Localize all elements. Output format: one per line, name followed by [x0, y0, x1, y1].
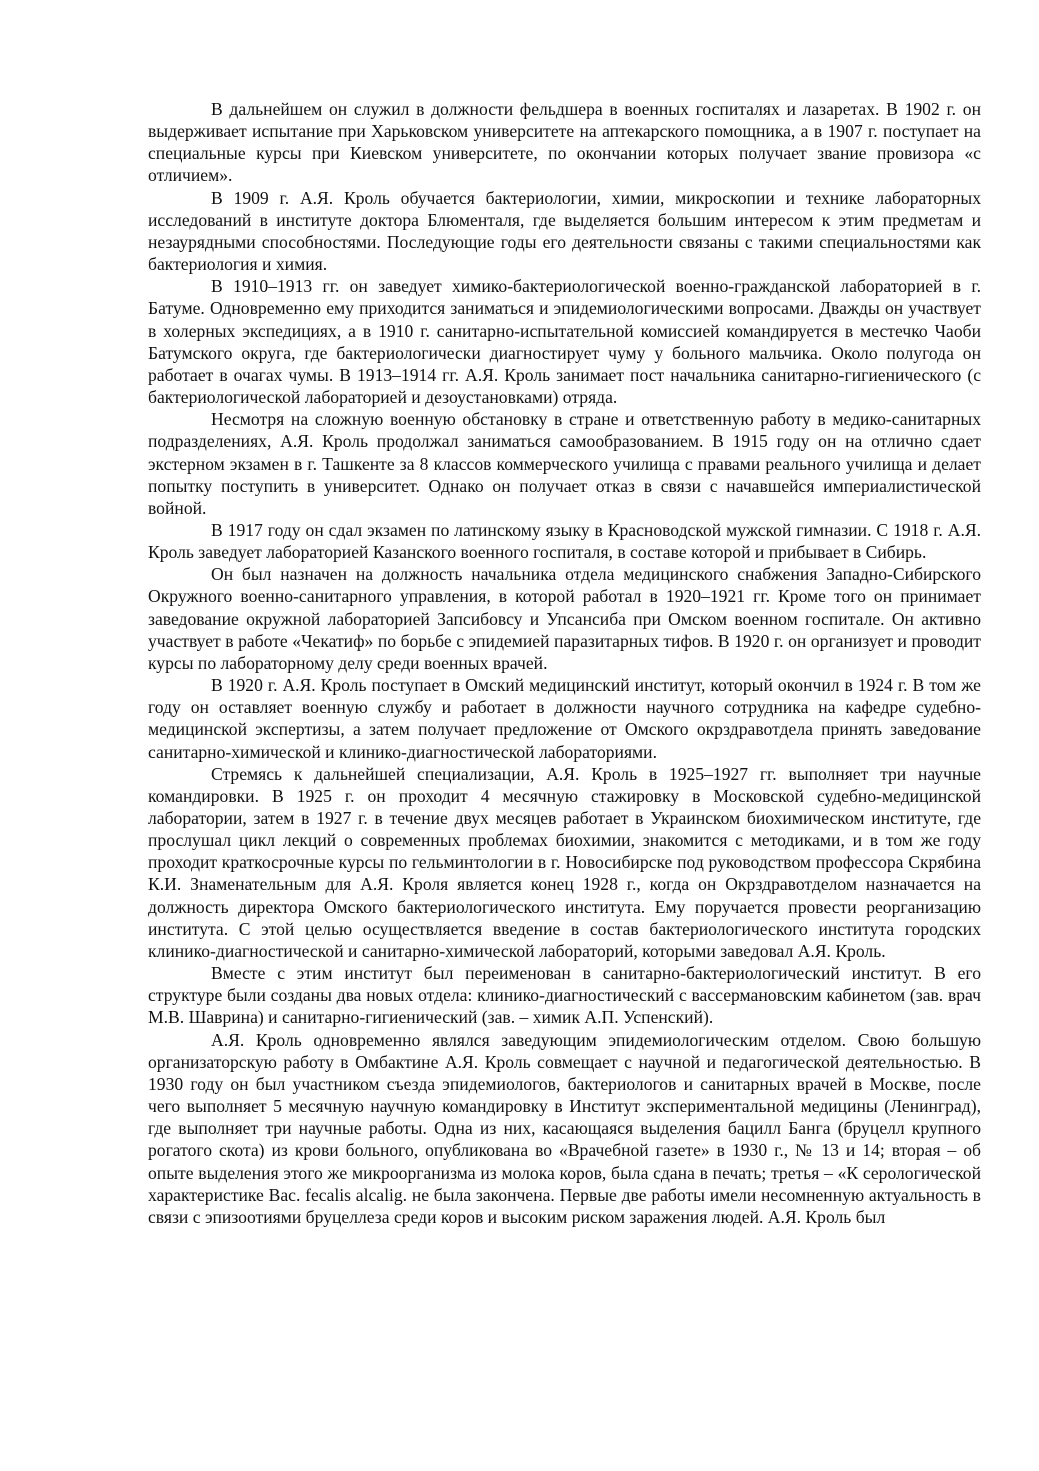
paragraph: Несмотря на сложную военную обстановку в стране и ответственную работу в медико-санитарных подразделениях, А.Я. Кроль продолжал заниматься самообразованием. В 1915 году он на отлично сдает экстерном экзамен в г. Ташкенте за 8 классов коммерческого училища с правами реального училища и делает попытку поступить в университет. Однако он получает отказ в связи с начавшейся империалистической войной.	[148, 409, 981, 518]
paragraph: В 1920 г. А.Я. Кроль поступает в Омский медицинский институт, который окончил в 1924 г. В том же году он оставляет военную службу и работает в должности научного сотрудника на кафедре судебно-медицинской экспертизы, а затем получает предложение от Омского окрздравотдела принять заведование санитарно-химической и клинико-диагностической лабораториями.	[148, 675, 981, 762]
paragraph: В 1917 году он сдал экзамен по латинскому языку в Красноводской мужской гимназии. С 1918 г. А.Я. Кроль заведует лабораторией Казанского военного госпиталя, в составе которой и прибывает в Сибирь.	[148, 519, 981, 563]
paragraph: Стремясь к дальнейшей специализации, А.Я. Кроль в 1925–1927 гг. выполняет три научные командировки. В 1925 г. он проходит 4 месячную стажировку в Московской судебно-медицинской лаборатории, затем в 1927 г. в течение двух месяцев работает в Украинском биохимическом институте, где прослушал цикл лекций о современных проблемах биохимии, знакомится с методиками, и в том же году проходит краткосрочные курсы по гельминтологии в г. Новосибирске под руководством профессора Скрябина К.И. Знаменательным для А.Я. Кроля является конец 1928 г., когда он Окрздравотделом назначается на должность директора Омского бактериологического института. Ему поручается провести реорганизацию института. С этой целью осуществляется введение в состав бактериологического института городских клинико-диагностической и санитарно-химической лабораторий, которыми заведовал А.Я. Кроль.	[148, 763, 981, 961]
paragraph: Он был назначен на должность начальника отдела медицинского снабжения Западно-Сибирского Окружного военно-санитарного управления, в которой работал в 1920–1921 гг. Кроме того он принимает заведование окружной лабораторией Запсибовсу и Упсансиба при Омском военном госпитале. Он активно участвует в работе «Чекатиф» по борьбе с эпидемией паразитарных тифов. В 1920 г. он организует и проводит курсы по лабораторному делу среди военных врачей.	[148, 564, 981, 673]
paragraph: Вместе с этим институт был переименован в санитарно-бактериологический институт. В его структуре были созданы два новых отдела: клинико-диагностический с вассермановским кабинетом (зав. врач М.В. Шаврина) и санитарно-гигиенический (зав. – химик А.П. Успенский).	[148, 963, 981, 1028]
paragraph: В 1909 г. А.Я. Кроль обучается бактериологии, химии, микроскопии и технике лабораторных исследований в институте доктора Блюменталя, где выделяется большим интересом к этим предметам и незаурядными способностями. Последующие годы его деятельности связаны с такими специальностями как бактериология и химия.	[148, 187, 981, 275]
paragraph: А.Я. Кроль одновременно являлся заведующим эпидемиологическим отделом. Свою большую организаторскую работу в Омбактине А.Я. Кроль совмещает с научной и педагогической деятельностью. В 1930 году он был участником съезда эпидемиологов, бактериологов и санитарных врачей в Москве, после чего выполняет 5 месячную научную командировку в Институт экспериментальной медицины (Ленинград), где выполняет три научные работы. Одна из них, касающаяся выделения бацилл Банга (бруцелл крупного рогатого скота) из крови больного, опубликована во «Врачебной газете» в 1930 г., № 13 и 14; вторая – об опыте выделения этого же микроорганизма из молока коров, была сдана в печать; третья – «К серологической характеристике Bac. fecalis alcalig. не была закончена. Первые две работы имели несомненную актуальность в связи с эпизоотиями бруцеллеза среди коров и высоким риском заражения людей. А.Я. Кроль был	[148, 1029, 981, 1227]
paragraph: В дальнейшем он служил в должности фельдшера в военных госпиталях и лазаретах. В 1902 г. он выдерживает испытание при Харьковском университете на аптекарского помощника, а в 1907 г. поступает на специальные курсы при Киевском университете, по окончании которых получает звание провизора «с отличием».	[148, 99, 981, 186]
paragraph: В 1910–1913 гг. он заведует химико-бактериологической военно-гражданской лабораторией в г. Батуме. Одновременно ему приходится заниматься и эпидемиологическими вопросами. Дважды он участвует в холерных экспедициях, а в 1910 г. санитарно-испытательной комиссией командируется в местечко Чаоби Батумского округа, где бактериологически диагностирует чуму у больного мальчика. Около полугода он работает в очагах чумы. В 1913–1914 гг. А.Я. Кроль занимает пост начальника санитарно-гигиенического (с бактериологической лабораторией и дезоустановками) отряда.	[148, 276, 981, 408]
document-page	[148, 98, 981, 1228]
